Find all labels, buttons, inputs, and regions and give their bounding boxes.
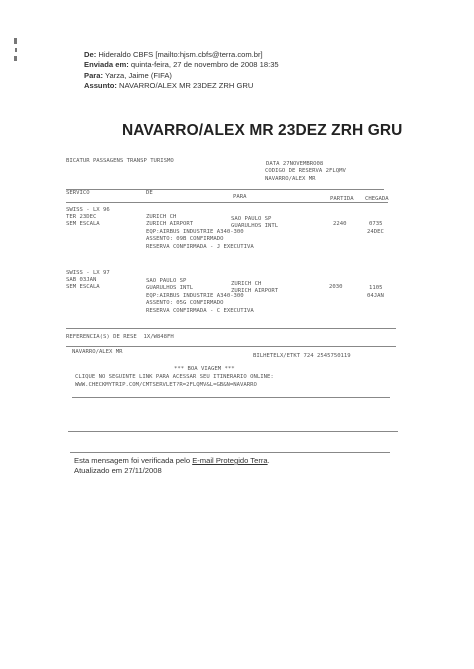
footer-line-2: Atualizado em 27/11/2008	[74, 465, 162, 475]
flight-2-arrival-time: 1105	[369, 285, 383, 291]
flight-2-date: SAB 03JAN	[66, 277, 97, 283]
header-arrival: CHEGADA	[365, 196, 389, 202]
passenger-name-footer: NAVARRO/ALEX MR	[72, 349, 123, 355]
greeting: *** BOA VIAGEM ***	[174, 366, 235, 372]
reservation-code: CODIGO DE RESERVA 2FLQMV	[265, 168, 346, 174]
flight-1-arrival-date: 24DEC	[367, 229, 384, 235]
from-row	[84, 50, 279, 60]
flight-1-equipment: EQP:AIRBUS INDUSTRIE A340-300	[146, 229, 244, 235]
subject-label: Assunto:	[84, 81, 117, 91]
flight-1-to-airport: GUARULHOS INTL	[231, 223, 279, 229]
passenger-name: NAVARRO/ALEX MR	[265, 176, 316, 182]
flight-1-to-city: SAO PAULO SP	[231, 216, 272, 222]
from-label: De:	[84, 50, 97, 59]
flight-1-carrier: SWISS - LX 96	[66, 207, 110, 213]
scan-mark	[14, 38, 17, 44]
divider	[66, 328, 396, 329]
to-label: Para:	[84, 70, 103, 80]
itinerary-link[interactable]: WWW.CHECKMYTRIP.COM/CMTSERVLET?R=2FLQMV&L=GB&N=NAVARRO	[75, 382, 257, 388]
flight-1-arrival-time: 0735	[369, 221, 383, 227]
footer-suffix: .	[267, 456, 270, 465]
divider	[72, 397, 390, 398]
reference-line: REFERENCIA(S) DE RESE 1X/W848FH	[66, 334, 174, 340]
flight-2-arrival-date: 04JAN	[367, 293, 384, 299]
flight-1-from-city: ZURICH CH	[146, 214, 177, 220]
footer-note	[74, 456, 270, 475]
divider	[66, 189, 384, 190]
scan-mark	[14, 56, 17, 61]
divider	[66, 346, 396, 347]
flight-2-to-airport: ZURICH AIRPORT	[231, 288, 279, 294]
itinerary-date: DATA 27NOVEMBRO08	[266, 161, 324, 167]
flight-1-stops: SEM ESCALA	[66, 221, 100, 227]
email-header	[84, 50, 279, 92]
flight-2-from-airport: GUARULHOS INTL	[146, 285, 194, 291]
scan-mark	[15, 48, 17, 52]
flight-2-seat: ASSENTO: 05G CONFIRMADO	[146, 300, 224, 306]
header-from: DE	[146, 190, 153, 196]
sent-value: quinta-feira, 27 de novembro de 2008 18:35	[130, 60, 279, 70]
divider	[70, 452, 390, 453]
divider	[68, 431, 398, 432]
divider	[66, 202, 388, 203]
flight-1-from-airport: ZURICH AIRPORT	[146, 221, 194, 227]
footer-prefix: Esta mensagem foi verificada pelo	[74, 456, 193, 465]
flight-2-reservation: RESERVA CONFIRMADA - C EXECUTIVA	[146, 308, 254, 314]
flight-1-reservation: RESERVA CONFIRMADA - J EXECUTIVA	[146, 244, 254, 250]
flight-1-departure: 2240	[333, 221, 347, 227]
flight-2-to-city: ZURICH CH	[231, 281, 262, 287]
flight-2-departure: 2030	[329, 284, 343, 290]
page-title: NAVARRO/ALEX MR 23DEZ ZRH GRU	[122, 122, 403, 139]
sent-row	[84, 60, 279, 70]
footer-link[interactable]: E-mail Protegido Terra	[192, 456, 268, 465]
to-value: Yarza, Jaime (FIFA)	[104, 70, 172, 80]
from-value: Hideraldo CBFS [mailto:hjsm.cbfs@terra.com.br]	[98, 50, 263, 59]
flight-2-from-city: SAO PAULO SP	[146, 278, 187, 284]
flight-2-equipment: EQP:AIRBUS INDUSTRIE A340-300	[146, 293, 244, 299]
to-row	[84, 71, 279, 81]
ticket-number: BILHETELX/ETKT 724 2545750119	[253, 353, 351, 359]
footer-line-1	[74, 456, 270, 466]
flight-2-carrier: SWISS - LX 97	[66, 270, 110, 276]
subject-row	[84, 81, 279, 91]
header-to: PARA	[233, 194, 247, 200]
header-service: SERVICO	[66, 190, 90, 196]
agency-name: BICATUR PASSAGENS TRANSP TURISMO	[66, 158, 174, 164]
sent-label: Enviada em:	[84, 60, 129, 70]
flight-1-date: TER 23DEC	[66, 214, 97, 220]
flight-2-stops: SEM ESCALA	[66, 284, 100, 290]
click-instruction: CLIQUE NO SEGUINTE LINK PARA ACESSAR SEU ITINERARIO ONLINE:	[75, 374, 274, 380]
header-departure: PARTIDA	[330, 196, 354, 202]
flight-1-seat: ASSENTO: 09B CONFIRMADO	[146, 236, 224, 242]
subject-value: NAVARRO/ALEX MR 23DEZ ZRH GRU	[119, 81, 254, 91]
